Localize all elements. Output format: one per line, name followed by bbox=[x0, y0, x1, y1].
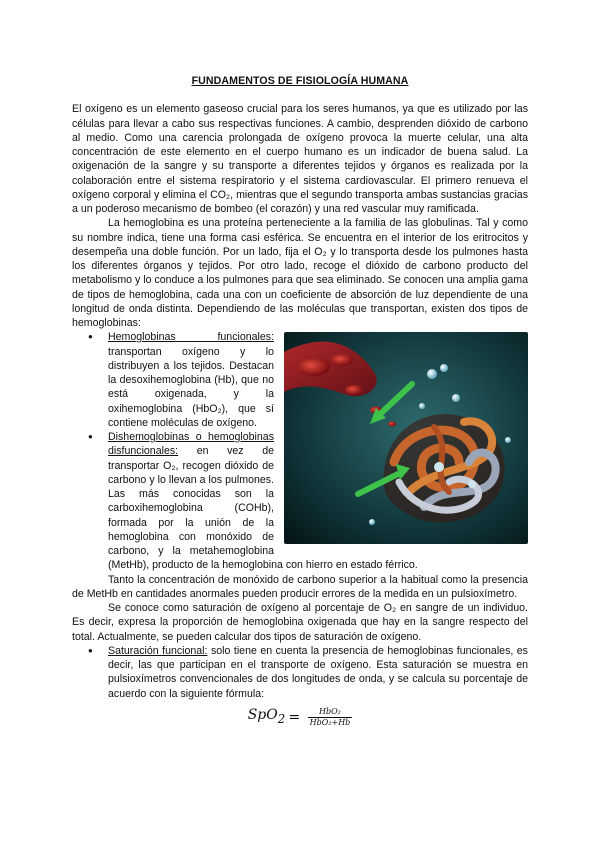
list-item-text: solo tiene en cuenta la presencia de hemoglobinas funcionales, es decir, las que participan en el transporte de oxígeno. Esta saturación se muestra en pulsioxímetros convencionales de dos longitudes de onda, y se calcula su porcentaje de acuerdo con la siguiente fórmula: bbox=[108, 644, 528, 700]
paragraph-saturation: Se conoce como saturación de oxígeno al porcentaje de O₂ en sangre de un individuo. Es decir, expresa la proporción de hemoglobina oxigenada que hay en la sangre respecto del total. Actualmente, se pueden calcular dos tipos de saturación de oxígeno. bbox=[72, 602, 528, 643]
paragraph-oxygen: El oxígeno es un elemento gaseoso crucial para los seres humanos, ya que es utilizado por las células para llevar a cabo sus respectivas funciones. A cambio, desprenden dióxido de carbono al medio. Como una carencia prolongada de oxígeno provoca la muerte celular, una alta concentración de este elemento en el cuerpo humano es un indicador de buena salud. La oxigenación de la sangre y su transporte a diferentes tejidos y órganos es realizada por la colaboración entre el sistema respiratorio y el sistema cardiovascular. El primero renueva el oxígeno corporal y elimina el CO₂, mientras que el segundo transporta ambas sustancias gracias a un poderoso mecanismo de bombeo (el corazón) y una red vascular muy ramificada. bbox=[72, 103, 528, 215]
list-item-term: Hemoglobinas funcionales: bbox=[108, 331, 274, 344]
paragraph-hemoglobin: La hemoglobina es una proteína perteneciente a la familia de las globulinas. Tal y como su nombre indica, tiene una forma casi esférica. Se encuentra en el interior de los eritrocitos y desempeña una doble función. Por un lado, fija el O₂ y lo transporta desde los pulmones hasta los diferentes órganos y tejidos. Por otro lado, recoge el dióxido de carbono producto del metabolismo y lo conduce a los pulmones para que sea eliminado. Se conocen una amplia gama de tipos de hemoglobina, cada una con un coeficiente de absorción de luz dependiente de una longitud de onda distinta. Dependiendo de las moléculas que transportan, existen dos tipos de hemoglobinas: bbox=[72, 217, 528, 329]
paragraph-measurement-errors: Tanto la concentración de monóxido de carbono superior a la habitual como la presencia de MetHb en cantidades anormales pueden producir errores de la medida en un pulsioxímetro. bbox=[72, 573, 528, 600]
formula-lhs-text: SpO bbox=[247, 707, 278, 724]
list-item bbox=[108, 430, 528, 573]
formula-equals: = bbox=[288, 709, 301, 726]
list-item-text: en vez de transportar O₂, recogen dióxido de carbono y lo llevan a los pulmones. Las más conocidas son la carboxihemoglobina (COHb), formada por la unión de la hemoglobina con monóxido de carbono, y la metahemoglobina (MetHb), producto de la hemoglobina con hierro en estado férrico. bbox=[108, 445, 418, 572]
list-item-term: Saturación funcional: bbox=[108, 644, 208, 657]
hemoglobin-types-list bbox=[72, 330, 528, 572]
page-title: FUNDAMENTOS DE FISIOLOGÍA HUMANA bbox=[191, 75, 409, 87]
formula-fraction bbox=[308, 707, 353, 728]
list-item bbox=[108, 644, 528, 701]
formula-denominator: HbO₂+Hb bbox=[309, 717, 351, 727]
list-item-text: transportan oxígeno y lo distribuyen a los tejidos. Destacan la desoxihemoglobina (Hb), que no está oxigenada, y la oxihemoglobina (HbO₂), que sí contiene moléculas de oxígeno. bbox=[108, 345, 274, 429]
saturation-types-list bbox=[72, 644, 528, 701]
spo2-formula bbox=[72, 707, 528, 728]
list-item-term: Dishemoglobinas o hemoglobinas disfuncionales: bbox=[108, 431, 274, 458]
formula-numerator: HbO₂ bbox=[308, 707, 353, 718]
formula-lhs-subscript: 2 bbox=[277, 712, 286, 727]
list-item bbox=[108, 330, 528, 430]
document-page bbox=[72, 74, 528, 728]
formula-lhs bbox=[247, 707, 286, 727]
